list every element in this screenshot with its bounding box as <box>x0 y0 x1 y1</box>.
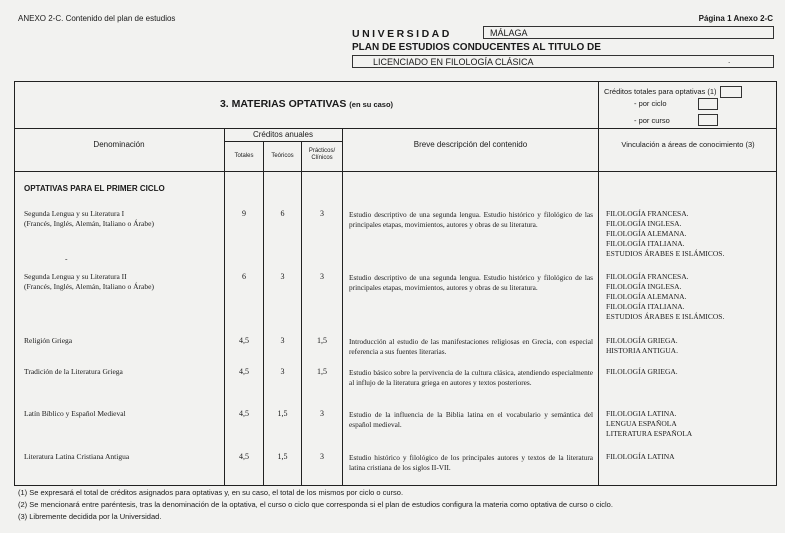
col-header-teoricos: Teóricos <box>271 153 294 159</box>
credits-totales: 6 <box>242 272 246 281</box>
subject-areas <box>606 409 692 439</box>
col-header-creditos: Créditos anuales <box>252 130 314 139</box>
subject-description: Estudio descriptivo de una segunda lengua. Estudio histórico y filológico de las principales etapas, movimientos, autores y obras de su literatura. <box>349 210 593 229</box>
area-item: FILOLOGÍA ITALIANA. <box>606 239 685 248</box>
subject-name: Literatura Latina Cristiana Antigua <box>24 452 130 461</box>
table-row <box>24 452 222 462</box>
por-ciclo-label: - por ciclo <box>634 99 667 108</box>
area-item: FILOLOGÍA ALEMANA. <box>606 229 687 238</box>
col-header-denominacion: Denominación <box>93 140 145 149</box>
area-item: FILOLOGÍA ALEMANA. <box>606 292 687 301</box>
credits-teoricos: 6 <box>280 209 285 218</box>
title-divider <box>14 128 777 129</box>
subject-areas <box>606 272 724 322</box>
credits-practicos: 1,5 <box>317 367 327 376</box>
area-item: HISTORIA ANTIGUA. <box>606 346 678 355</box>
university-label: UNIVERSIDAD <box>352 28 452 40</box>
col-header-totales: Totales <box>234 153 254 159</box>
credits-teoricos: 1,5 <box>277 452 288 461</box>
section-label: OPTATIVAS PARA EL PRIMER CICLO <box>24 184 165 193</box>
plan-title: PLAN DE ESTUDIOS CONDUCENTES AL TITULO DE <box>352 42 601 53</box>
area-item: LENGUA ESPAÑOLA <box>606 419 677 428</box>
subject-description: Estudio histórico y filológico de los principales autores y textos de la literatura latina cristiana de los siglos II-VII. <box>349 453 593 472</box>
subject-name: Religión Griega <box>24 336 73 345</box>
subject-name: Segunda Lengua y su Literatura II <box>24 272 127 281</box>
table-row <box>24 367 222 377</box>
credits-teoricos: 1,5 <box>277 409 288 418</box>
table-row <box>24 336 222 346</box>
col-header-vinculacion: Vinculación a áreas de conocimiento (3) <box>621 140 755 149</box>
area-item: FILOLOGÍA INGLESA. <box>606 282 682 291</box>
subject-areas <box>606 367 678 377</box>
subject-areas <box>606 452 675 462</box>
col-divider <box>342 128 343 486</box>
area-item: FILOLOGÍA FRANCESA. <box>606 272 689 281</box>
credits-totales: 4,5 <box>239 336 249 345</box>
table-row <box>24 272 222 291</box>
degree-field: LICENCIADO EN FILOLOGÍA CLÁSICA <box>352 55 774 68</box>
area-item: FILOLOGÍA GRIEGA. <box>606 336 678 345</box>
area-item: FILOLOGÍA INGLESA. <box>606 219 682 228</box>
col-divider <box>224 128 225 486</box>
subject-name: Segunda Lengua y su Literatura I <box>24 209 125 218</box>
annex-label: ANEXO 2-C. Contenido del plan de estudios <box>18 14 176 23</box>
credits-practicos: 3 <box>320 209 324 218</box>
por-ciclo-box <box>698 98 718 110</box>
subject-description: Estudio de la influencia de la Biblia latina en el vocabulario y semántica del español medieval. <box>349 410 593 429</box>
por-curso-label: - por curso <box>634 116 670 125</box>
subject-languages: (Francés, Inglés, Alemán, Italiano o Árabe) <box>24 218 154 228</box>
area-item: ESTUDIOS ÁRABES E ISLÁMICOS. <box>606 312 725 321</box>
area-item: FILOLOGIA LATINA. <box>606 409 677 418</box>
por-curso-box <box>698 114 718 126</box>
subject-name: Tradición de la Literatura Griega <box>24 367 123 376</box>
credits-totales: 4,5 <box>239 452 249 461</box>
header-divider <box>14 171 777 172</box>
degree-mark: . <box>728 56 731 65</box>
credits-total-box <box>720 86 742 98</box>
university-field: MÁLAGA <box>483 26 774 39</box>
subject-areas <box>606 209 724 259</box>
credits-practicos: 3 <box>320 272 324 281</box>
table-row <box>24 409 222 419</box>
credits-teoricos: 3 <box>280 336 285 345</box>
subject-description: Estudio descriptivo de una segunda lengua. Estudio histórico y filológico de las principales etapas, movimientos, autores y obras de su literatura. <box>349 273 593 292</box>
credits-total <box>604 86 742 98</box>
credits-totales: 4,5 <box>239 367 249 376</box>
col-header-descripcion: Breve descripción del contenido <box>413 140 528 149</box>
subject-name: Latín Bíblico y Español Medieval <box>24 409 126 418</box>
section-title <box>14 98 599 110</box>
col-divider <box>301 141 302 486</box>
subject-description: Introducción al estudio de las manifestaciones religiosas en Grecia, con especial referencia a sus fuentes literarias. <box>349 337 593 356</box>
area-item: FILOLOGÍA GRIEGA. <box>606 367 678 376</box>
stray-dash: - <box>65 254 68 263</box>
footnote-3: (3) Libremente decidida por la Universidad. <box>18 512 162 521</box>
area-item: ESTUDIOS ÁRABES E ISLÁMICOS. <box>606 249 725 258</box>
section-title-suffix: (en su caso) <box>349 100 394 109</box>
credits-teoricos: 3 <box>280 272 285 281</box>
area-item: LITERATURA ESPAÑOLA <box>606 429 693 438</box>
credits-subdivider <box>224 141 342 142</box>
col-divider <box>263 141 264 486</box>
section-title-text: 3. MATERIAS OPTATIVAS <box>219 98 347 110</box>
credits-practicos: 3 <box>320 452 324 461</box>
table-row <box>24 209 222 228</box>
credits-total-label: Créditos totales para optativas (1) <box>604 86 717 96</box>
footnote-1: (1) Se expresará el total de créditos asignados para optativas y, en su caso, el total de los mismos por ciclo o curso. <box>18 488 404 497</box>
subject-languages: (Francés, Inglés, Alemán, Italiano o Árabe) <box>24 281 154 291</box>
page-number: Página 1 Anexo 2-C <box>698 14 773 23</box>
area-item: FILOLOGÍA ITALIANA. <box>606 302 685 311</box>
credits-practicos: 3 <box>320 409 324 418</box>
subject-areas <box>606 336 678 356</box>
credits-totales: 4,5 <box>239 409 249 418</box>
col-header-practicos: Prácticos/ Clínicos <box>308 148 336 161</box>
credits-totales: 9 <box>242 209 246 218</box>
footnote-2: (2) Se mencionará entre paréntesis, tras la denominación de la optativa, el curso o ciclo que corresponda si el plan de estudios configura la materia como optativa de curso o ciclo. <box>18 500 613 509</box>
credits-practicos: 1,5 <box>317 336 327 345</box>
area-item: FILOLOGÍA LATINA <box>606 452 675 461</box>
credits-teoricos: 3 <box>280 367 285 376</box>
area-item: FILOLOGÍA FRANCESA. <box>606 209 689 218</box>
subject-description: Estudio básico sobre la pervivencia de la cultura clásica, atendiendo especialmente al influjo de la literatura griega en autores y textos posteriores. <box>349 368 593 387</box>
